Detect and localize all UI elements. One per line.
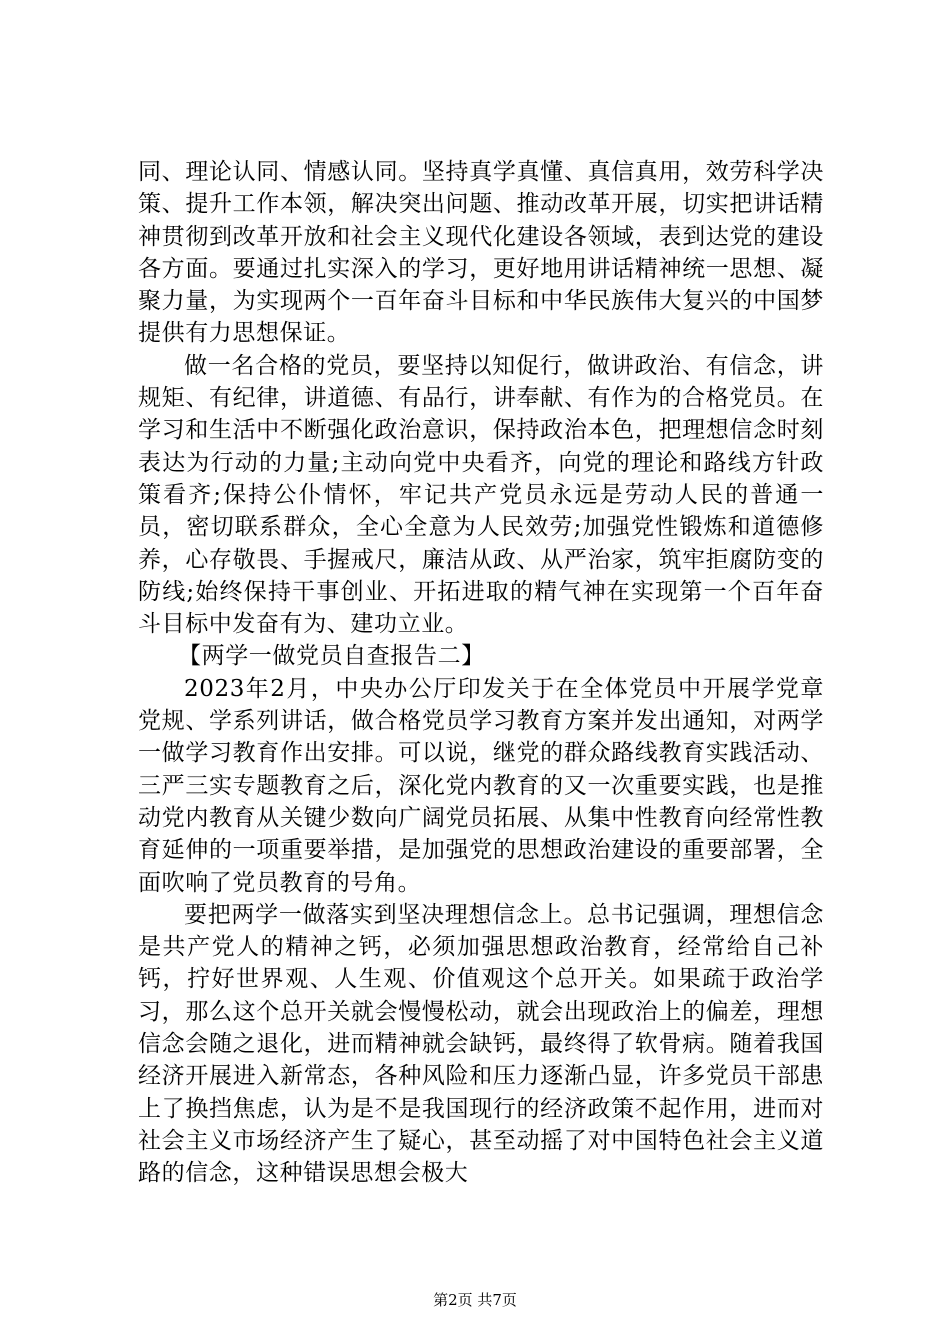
- paragraph-qualified-member: 做一名合格的党员，要坚持以知促行，做讲政治、有信念，讲规矩、有纪律，讲道德、有品行，讲奉献、有作为的合格党员。在学习和生活中不断强化政治意识，保持政治本色，把理想信念时刻表达为行动的力量;主动向党中央看齐，向党的理论和路线方针政策看齐;保持公仆情怀，牢记共产党员永远是劳动人民的普通一员，密切联系群众，全心全意为人民效劳;加强党性锻炼和道德修养，心存敬畏、手握戒尺，廉洁从政、从严治家，筑牢拒腐防变的防线;始终保持干事创业、开拓进取的精气神在实现第一个百年奋斗目标中发奋有为、建功立业。: [138, 352, 824, 638]
- document-body: [138, 156, 824, 1190]
- section-heading: 【两学一做党员自查报告二】: [178, 643, 485, 670]
- paragraph-continuation: 同、理论认同、情感认同。坚持真学真懂、真信真用，效劳科学决策、提升工作本领，解决突出问题、推动改革开展，切实把讲话精神贯彻到改革开放和社会主义现代化建设各领域，表到达党的建设各方面。要通过扎实深入的学习，更好地用讲话精神统一思想、凝聚力量，为实现两个一百年奋斗目标和中华民族伟大复兴的中国梦提供有力思想保证。: [138, 159, 824, 347]
- paragraph-ideals-beliefs: 要把两学一做落实到坚决理想信念上。总书记强调，理想信念是共产党人的精神之钙，必须加强思想政治教育，经常给自己补钙，拧好世界观、人生观、价值观这个总开关。如果疏于政治学习，那么这个总开关就会慢慢松动，就会出现政治上的偏差，理想信念会随之退化，进而精神就会缺钙，最终得了软骨病。随着我国经济开展进入新常态，各种风险和压力逐渐凸显，许多党员干部患上了换挡焦虑，认为是不是我国现行的经济政策不起作用，进而对社会主义市场经济产生了疑心，甚至动摇了对中国特色社会主义道路的信念，这种错误思想会极大: [138, 901, 824, 1187]
- page-number-footer: 第2页 共7页: [433, 1291, 517, 1309]
- paragraph-2023-notice: 2023年2月，中央办公厅印发关于在全体党员中开展学党章党规、学系列讲话，做合格党员学习教育方案并发出通知，对两学一做学习教育作出安排。可以说，继党的群众路线教育实践活动、三严三实专题教育之后，深化党内教育的又一次重要实践，也是推动党内教育从关键少数向广阔党员拓展、从集中性教育向经常性教育延伸的一项重要举措，是加强党的思想政治建设的重要部署，全面吹响了党员教育的号角。: [138, 675, 824, 896]
